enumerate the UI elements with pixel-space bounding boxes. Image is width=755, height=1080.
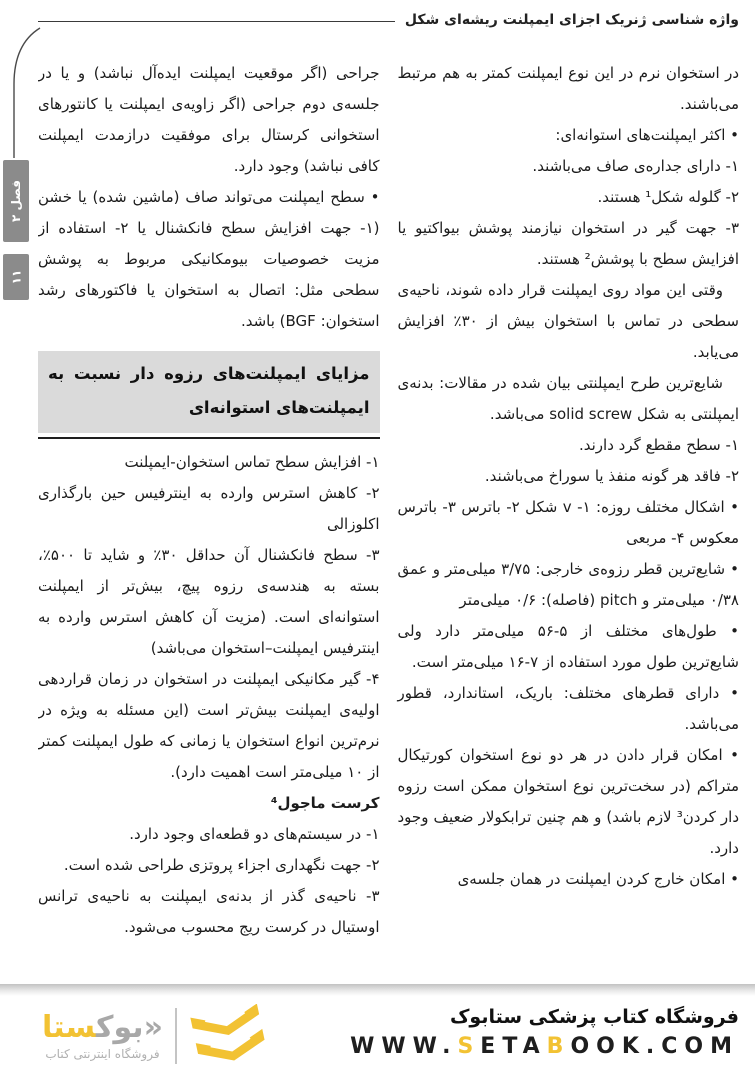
paragraph: • امکان قرار دادن در هر دو نوع استخوان کورتیکال متراکم (در سخت‌ترین نوع استخوان ممکن است رزوه دار کردن³ لازم باشد) و هم چنین ترابکولار ضعیف وجود دارد.: [397, 746, 739, 857]
setabook-wordmark: [42, 1011, 163, 1045]
paragraph: • امکان خارج کردن ایمپلنت در همان جلسه‌ی: [457, 870, 739, 888]
section-heading-rule: [38, 437, 380, 439]
paragraph: جراحی (اگر موقعیت ایمپلنت ایده‌آل نباشد) و یا در جلسه‌ی دوم جراحی (اگر زاویه‌ی ایمپلنت یا کانتورهای استخوانی کرستال برای موفقیت درازمدت ایمپلنت کافی نباشد) وجود دارد.: [38, 64, 380, 175]
page-number-label: ۱۱: [9, 269, 23, 285]
page-footer: [0, 998, 755, 1080]
wordmark-secondary-part: بوک: [96, 1010, 144, 1045]
paragraph: • اشکال مختلف روزه: ۱- v شکل ۲- باترس ۳- باترس معکوس ۴- مربعی: [397, 498, 739, 547]
paragraph: ۳- ناحیه‌ی گذر از بدنه‌ی ایمپلنت به ناحیه‌ی ترانس اوستیال در کرست ریج محسوب می‌شود.: [38, 887, 380, 936]
paragraph: ۱- سطح مقطع گرد دارند.: [578, 436, 739, 454]
website-url: [350, 1034, 739, 1059]
subsection-heading: کرست ماجول⁴: [270, 794, 380, 812]
paragraph: در استخوان نرم در این نوع ایمپلنت کمتر به هم مرتبط می‌باشند.: [397, 64, 739, 113]
url-part: ETA: [480, 1034, 547, 1059]
column-left: [38, 58, 380, 984]
section-heading-box: مزایای ایمپلنت‌های رزوه دار نسبت به ایمپلنت‌های استوانه‌ای: [38, 351, 380, 433]
paragraph: ۱- دارای جداره‌ی صاف می‌باشند.: [532, 157, 739, 175]
bookstore-title: فروشگاه کتاب پزشکی ستابوک: [449, 1006, 739, 1028]
wordmark-primary-part: ستا: [42, 1010, 97, 1045]
setabook-wordmark-stack: [42, 1011, 163, 1061]
text-columns: [38, 58, 739, 984]
setabook-emblem-icon: [189, 1004, 269, 1068]
footer-brand-text: [350, 1006, 739, 1059]
paragraph: ۱- افزایش سطح تماس استخوان-ایمپلنت: [124, 453, 380, 471]
setabook-logo: [42, 1004, 269, 1068]
paragraph: ۲- فاقد هر گونه منفذ یا سوراخ می‌باشند.: [484, 467, 739, 485]
paragraph: ۳- جهت گیر در استخوان نیازمند پوشش بیواکتیو یا افزایش سطح با پوشش² هستند.: [397, 219, 739, 268]
url-part-accent: S: [457, 1034, 481, 1059]
paragraph: ۳- سطح فانکشنال آن حداقل ۳۰٪ و شاید تا ۵۰۰٪، بسته به هندسه‌ی رزوه پیچ، بیش‌تر از ایمپلنت استوانه‌ای است. (مزیت آن کاهش استرس وارده به اینترفیس ایمپلنت–استخوان می‌باشد): [38, 546, 380, 657]
paragraph: • شایع‌ترین قطر رزوه‌ی خارجی: ۳/۷۵ میلی‌متر و عمق ۰/۳۸ میلی‌متر و pitch (فاصله): ۰/۶ میلی‌متر: [397, 560, 739, 609]
paragraph: • طول‌های مختلف از ۵-۵۶ میلی‌متر دارد ولی شایع‌ترین طول مورد استفاده از ۷-۱۶ میلی‌متر است.: [397, 622, 739, 671]
paragraph: شایع‌ترین طرح ایمپلنتی بیان شده در مقالات: بدنه‌ی ایمپلنتی به شکل solid screw می‌باشد.: [397, 374, 739, 423]
url-part-accent: B: [546, 1034, 571, 1059]
logo-divider: [175, 1008, 177, 1064]
paragraph: ۲- جهت نگهداری اجزاء پروتزی طراحی شده است.: [63, 856, 380, 874]
brand-tagline: فروشگاه اینترنتی کتاب: [45, 1047, 160, 1061]
paragraph: ۱- در سیستم‌های دو قطعه‌ای وجود دارد.: [129, 825, 380, 843]
footer-divider: [0, 984, 755, 996]
page-number-tab: [3, 254, 29, 300]
url-part: WWW.: [350, 1034, 458, 1059]
header-rule: [38, 21, 395, 22]
paragraph: • اکثر ایمپلنت‌های استوانه‌ای:: [555, 126, 739, 144]
paragraph: • سطح ایمپلنت می‌تواند صاف (ماشین شده) یا خشن (۱- جهت افزایش سطح فانکشنال یا ۲- استفاده از مزیت خصوصیات بیومکانیکی مربوط به پوشش سطحی مثل: اتصال به استخوان یا فاکتورهای رشد استخوان: BGF) باشد.: [38, 188, 380, 330]
chapter-tab-label: فصل ۲: [9, 180, 23, 222]
page-header: [38, 12, 739, 28]
paragraph: ۲- کاهش استرس وارده به اینترفیس حین بارگذاری اکلوزالی: [38, 484, 380, 533]
paragraph: • دارای قطرهای مختلف: باریک، استاندارد، قطور می‌باشد.: [397, 684, 739, 733]
paragraph: ۴- گیر مکانیکی ایمپلنت در استخوان در زمان قراردهی اولیه‌ی ایمپلنت بیش‌تر است (این مسئله به ویژه در نرم‌ترین انواع استخوان یا زمانی که طول ایمپلنت کمتر از ۱۰ میلی‌متر است اهمیت دارد).: [38, 670, 380, 781]
running-head-title: واژه شناسی ژنریک اجزای ایمپلنت ریشه‌ای شکل: [404, 12, 739, 28]
paragraph: وقتی این مواد روی ایمپلنت قرار داده شوند، ناحیه‌ی سطحی در تماس با استخوان بیش از ۳۰٪ افزایش می‌یابد.: [397, 281, 739, 361]
url-part: OOK.COM: [570, 1034, 739, 1059]
column-right: [398, 58, 740, 984]
chapter-tab: [3, 160, 29, 242]
paragraph: ۲- گلوله شکل¹ هستند.: [597, 188, 739, 206]
wordmark-arrow: «: [143, 1010, 163, 1045]
